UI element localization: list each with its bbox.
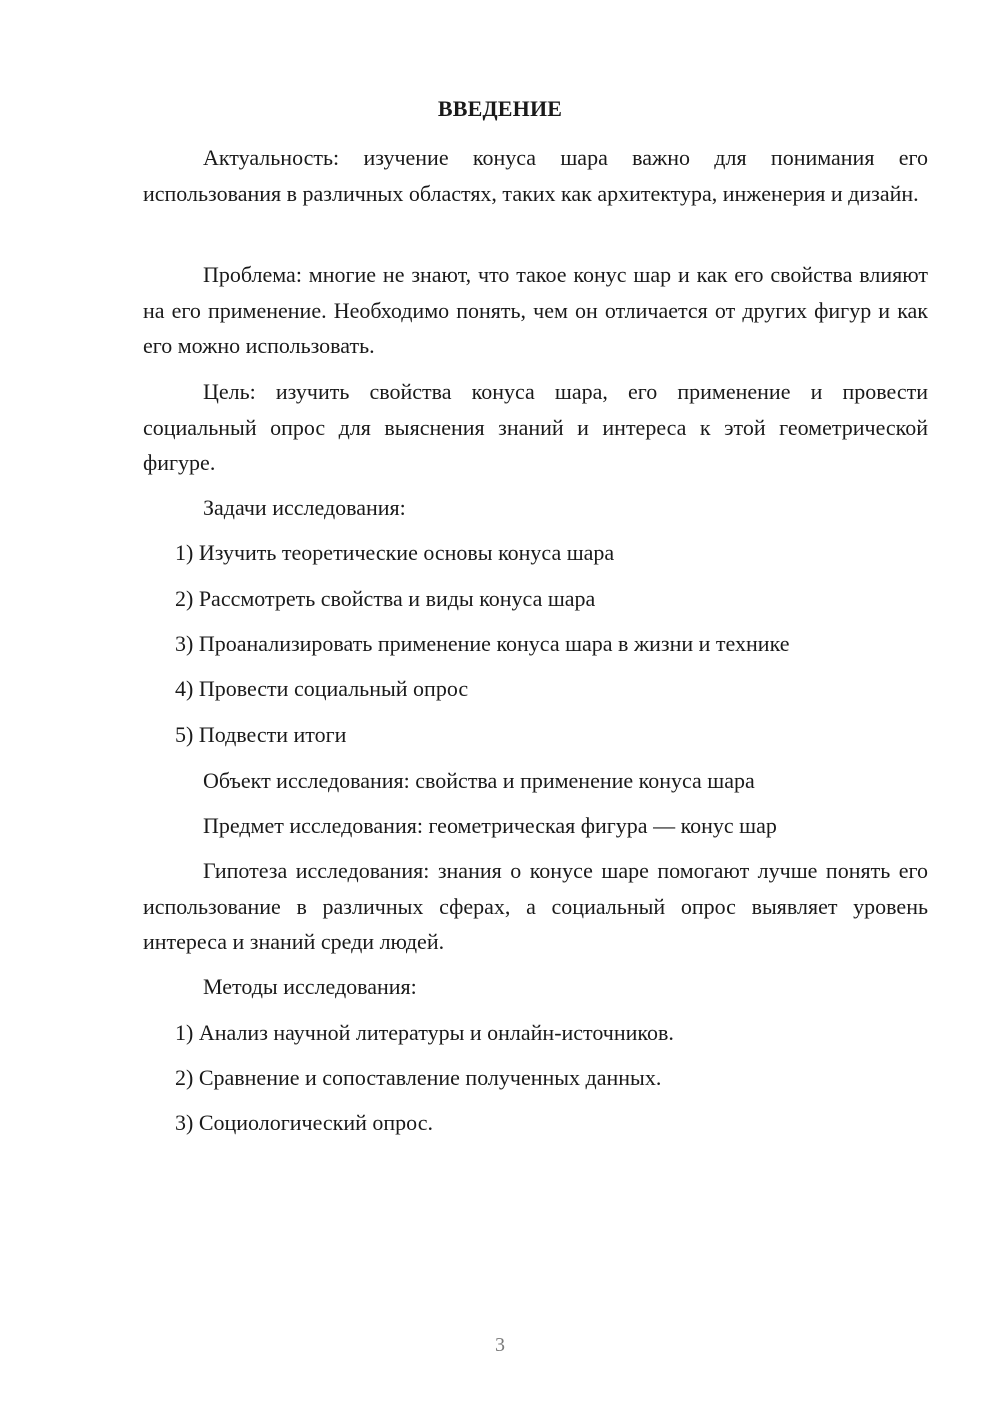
hypothesis-paragraph: Гипотеза исследования: знания о конусе шаре помогают лучше понять его использование в различных сферах, а социальный опрос выявляет уровень интереса и знаний среди людей.: [143, 858, 928, 954]
methods-title: Методы исследования:: [203, 974, 417, 999]
subject-paragraph: Предмет исследования: геометрическая фигура — конус шар: [203, 813, 777, 838]
page-heading: ВВЕДЕНИЕ: [437, 96, 563, 121]
problem-paragraph: Проблема: многие не знают, что такое конус шар и как его свойства влияют на его применение. Необходимо понять, чем он отличается от других фигур и как его можно использовать.: [143, 262, 928, 358]
task-item-5: 5) Подвести итоги: [175, 722, 347, 747]
page-number: 3: [495, 1334, 505, 1356]
tasks-title: Задачи исследования:: [203, 495, 406, 520]
object-paragraph: Объект исследования: свойства и применение конуса шара: [203, 768, 755, 793]
method-item-2: 2) Сравнение и сопоставление полученных данных.: [175, 1065, 662, 1090]
method-item-3: 3) Социологический опрос.: [175, 1110, 433, 1135]
method-item-1: 1) Анализ научной литературы и онлайн-источников.: [175, 1020, 674, 1045]
relevance-paragraph: Актуальность: изучение конуса шара важно для понимания его использования в различных областях, таких как архитектура, инженерия и дизайн.: [143, 145, 928, 206]
task-item-1: 1) Изучить теоретические основы конуса шара: [175, 540, 615, 565]
task-item-3: 3) Проанализировать применение конуса шара в жизни и технике: [175, 631, 790, 656]
task-item-2: 2) Рассмотреть свойства и виды конуса шара: [175, 586, 596, 611]
task-item-4: 4) Провести социальный опрос: [175, 676, 469, 701]
goal-paragraph: Цель: изучить свойства конуса шара, его применение и провести социальный опрос для выяснения знаний и интереса к этой геометрической фигуре.: [143, 379, 928, 475]
